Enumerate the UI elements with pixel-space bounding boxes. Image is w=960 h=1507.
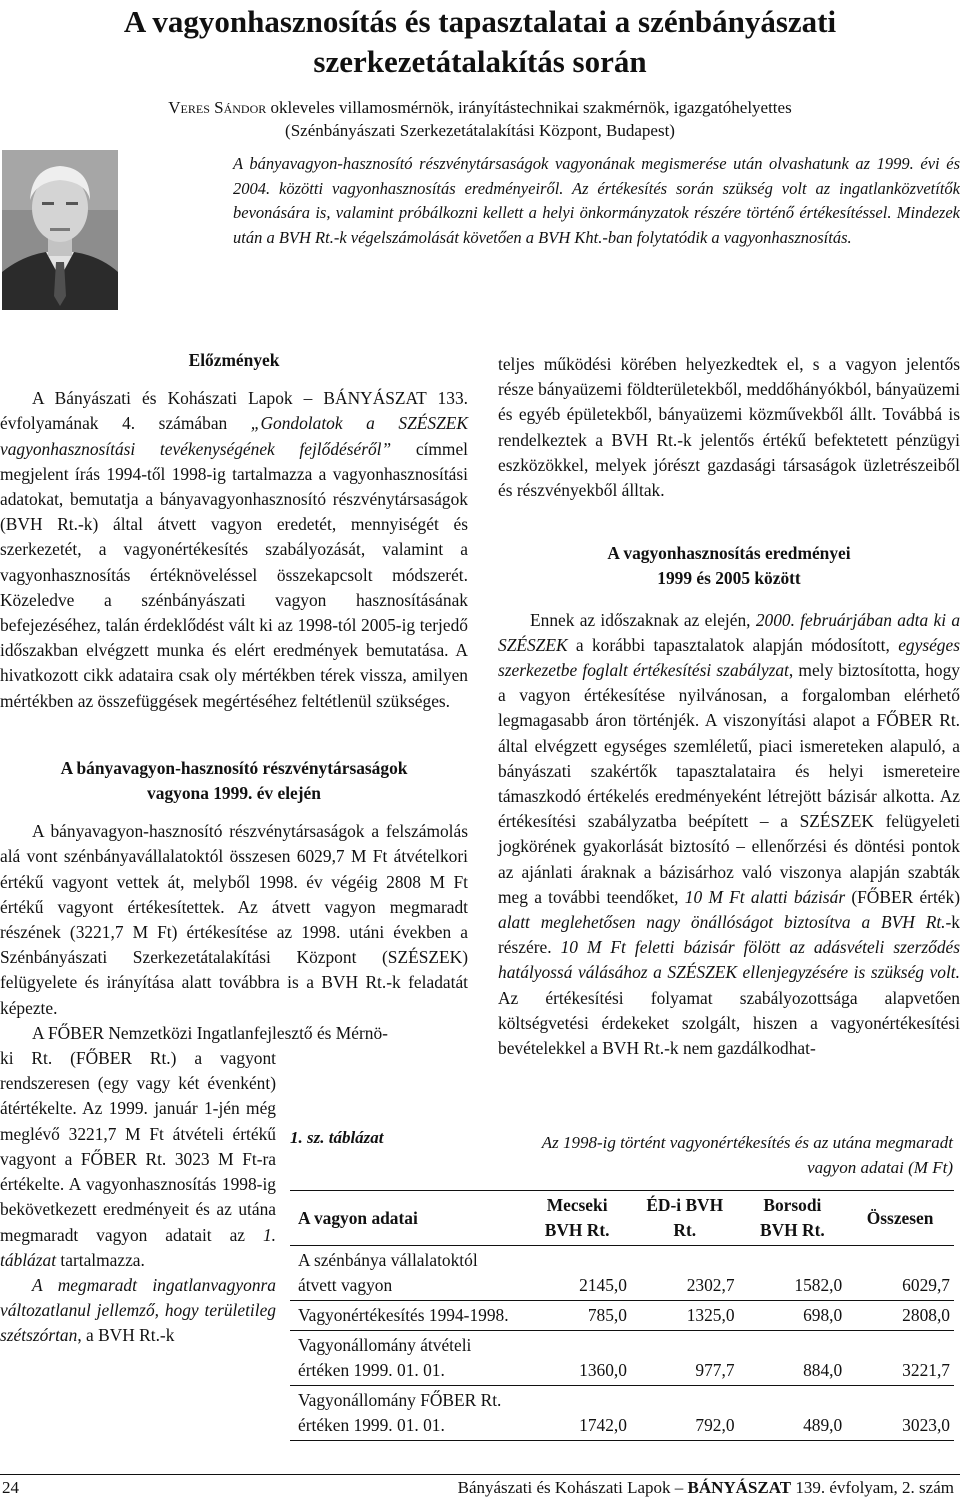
table-header: A vagyon adatai (298, 1207, 418, 1228)
text-c: , mely biztosította, hogy a vagyon értékesítése nyilvánosan, a forgalomban elérhető legmagasabb áron történjék. A viszonyítási alapot a FŐBER Rt. által elvégzett egységes szemléletű, piaci ismereteken alapuló, a bányászati szakértők tapasztalataira és helyi ismereteire támaszkodó értékelés eredményeként létrejött bázisár alkotta. Az értékesítési szabályzatba beépített – a SZÉSZEK felügyeleti jogkörének gyakorlását biztosító – ellenőrzési és döntési pontok az ajánlati áraknak a bázisárhoz való viszonya alapján szabták meg a további teendőket, (498, 660, 960, 907)
text-f: Az értékesítési folyamat szabályozottsága alapvetően költségvetési érdekeket szolgált, hiszen a vagyonértékesítési bevételekkel a BVH Rt.-k nem gazdálkodhat- (498, 987, 960, 1059)
paragraph-fober-end: tartalmazza. (56, 1249, 145, 1270)
text-e: -k részére. (498, 912, 960, 958)
em-3: 10 M Ft alatti bázisár (684, 886, 846, 907)
paragraph-intro-cont: címmel megjelent írás 1994-től 1998-ig tartalmazza a vagyonhasznosítási adatokat, bemutatja a bányavagyonhasznosító részvénytársaságok (BVH Rt.-k) által átvett vagyon eredetét, mennyiségét és szerkezetét, a vagyonértékesítés szabályozását, valamint a vagyonhasznosítás értéknöveléssel összekapcsolt módszerét. Közeledve a szénbányászati vagyon hasznosításának befejezéséhez, talán érdeklődést vált ki az 1998-tól 2005-ig terjedő időszakban elvégzett munka és elért eredmények bemutatása. A hivatkozott cikk adataira csak oly mértékben térek vissza, amilyen mértékben az összefüggések megértéséhez feltétlenül szükséges. (0, 438, 468, 711)
abstract: A bányavagyon-hasznosító részvénytársaságok vagyonának megismerése után olvashatunk az 1999. évi és 2004. közötti vagyonhasznosítás eredményeiről. Az értékesítés során szükség volt az ingatlanközvetítők bevonására is, valamint próbálkozni kellett a helyi önkormányzatok részére történő értékesítéssel. Mindezek után a BVH Rt.-k végelszámolását követően a BVH Kht.-ban folytatódik a vagyonhasznosítás. (233, 154, 960, 247)
em-5: 10 M Ft feletti bázisár fölött az adásvételi szerződés hatályossá válásához a SZÉSZEK ellenjegyzésére is szükség volt. (498, 937, 960, 983)
em-1: 2000. februárjában adta ki a SZÉSZEK (498, 609, 960, 655)
table-row (290, 1301, 954, 1331)
section-heading-eredmenyei (498, 541, 960, 591)
paragraph-ingatlan (0, 1273, 276, 1349)
table-cell: 6029,7 (902, 1275, 950, 1295)
author-portrait (2, 150, 118, 310)
paragraph-fober-text: ki Rt. (FŐBER Rt.) a vagyont rendszeresen (egy vagy két évenként) átértékelte. Az 1999. január 1-jén még meglévő 3221,7 M Ft átvételi értékű vagyont a FŐBER Rt. 3023 M Ft-ra értékelte. A vagyonhasznosítás 1998-ig bekövetkezett eredményeit és az utána megmaradt vagyon adatait az (0, 1048, 276, 1245)
table-reference: 1. táblázat (0, 1224, 276, 1270)
table-label: 1. sz. táblázat (290, 1128, 384, 1147)
row-label: Vagyonértékesítés 1994-1998. (298, 1305, 509, 1325)
journal-footer (458, 1478, 954, 1498)
table-cell: 1360,0 (579, 1360, 627, 1380)
em-4: alatt meglehetősen nagy önállóságot biztosítva a BVH Rt. (498, 912, 946, 933)
table-row (290, 1386, 954, 1441)
journal-issue: 139. évfolyam, 2. szám (791, 1478, 954, 1497)
title-line-1: A vagyonhasznosítás és tapasztalatai a szénbányászati (123, 4, 837, 39)
table-cell: 2302,7 (686, 1275, 735, 1295)
table-cell: 2145,0 (579, 1275, 627, 1295)
author-name: Veres Sándor (168, 98, 267, 117)
paragraph-fober-start: A FŐBER Nemzetközi Ingatlanfejlesztő és Mérnö- (32, 1022, 388, 1043)
author-affiliation: (Szénbányászati Szerkezetátalakítási Központ, Budapest) (285, 121, 675, 140)
author-block (60, 96, 900, 142)
table-header-row (290, 1191, 954, 1246)
table-cell: 3221,7 (902, 1360, 950, 1380)
em-2: egységes szerkezetbe foglalt értékesítési szabályzat (498, 634, 960, 681)
journal-name: Bányászati és Kohászati Lapok – (457, 1478, 688, 1497)
paragraph-ingatlan-end: , a BVH Rt.-k (77, 1325, 175, 1346)
paragraph-ingatlan-em: A megmaradt ingatlanvagyonra változatlanul jellemző, hogy területileg szétszórtan (0, 1274, 276, 1346)
table-cell: 1325,0 (686, 1305, 735, 1325)
row-label: Vagyonállomány átvételi értéken 1999. 01. 01. (298, 1335, 472, 1380)
journal-title-sc: BÁNYÁSZAT (687, 1478, 792, 1497)
data-table (290, 1190, 954, 1441)
paragraph-szabalyzat (498, 608, 960, 1062)
paragraph-intro-text: A Bányászati és Kohászati Lapok – BÁNYÁSZAT 133. évfolyamának 4. számában (0, 388, 468, 434)
table-cell: 792,0 (695, 1415, 735, 1435)
heading-line-1: A vagyonhasznosítás eredményei (607, 543, 851, 564)
table-cell: 1742,0 (579, 1415, 627, 1435)
article-title (60, 2, 900, 82)
paragraph-continued: teljes működési körében helyezkedtek el, s a vagyon jelentős része bányaüzemi földterületekből, meddőhányókból, bányaüzemi és egyéb épületekből, bányaüzemi közművekből állt. Továbbá is rendelkeztek a BVH Rt.-k jelentős értékű befektetett pénzügyi eszközökkel, melyek jórészt gazdasági társaságok üzletrészeiből és részvényekből álltak. (498, 354, 960, 501)
section-heading-vagyona (0, 756, 468, 806)
table-cell: 785,0 (587, 1305, 627, 1325)
table-header: Mecseki BVH Rt. (544, 1195, 610, 1240)
table-header: ÉD-i BVH Rt. (646, 1195, 724, 1240)
table-cell: 489,0 (803, 1415, 843, 1435)
table-cell: 977,7 (695, 1360, 735, 1380)
cited-article-title: „Gondolatok a SZÉSZEK vagyonhasznosítási tevékenységének fejlődéséről” (0, 413, 468, 459)
author-credentials: okleveles villamosmérnök, irányítástechnikai szakmérnök, igazgatóhelyettes (266, 98, 792, 117)
table-cell: 3023,0 (902, 1415, 950, 1435)
table-cell: 1582,0 (794, 1275, 843, 1295)
table-header: Összesen (866, 1207, 934, 1228)
table-cell: 2808,0 (902, 1305, 950, 1325)
paragraph-vagyon: A bányavagyon-hasznosító részvénytársaságok a felszámolás alá vont szénbányavállalatoktól összesen 6029,7 M Ft átvételkori értékű vagyont vettek át, melyből 1998. év végéig 2808 M Ft értékű vagyont értékesítettek. Az átvett vagyon megmaradt részének (3221,7 M Ft) értékesítése az 1998. utáni években a Szénbányászati Szerkezetátalakítási Központ (SZÉSZEK) felügyelete és irányítása alatt továbbra is a BVH Rt.-k feladatát képezte. (0, 821, 468, 1018)
footer-divider (0, 1474, 960, 1475)
text-d: (FŐBER érték) (845, 886, 960, 907)
page-number: 24 (2, 1478, 19, 1497)
right-column (498, 352, 960, 1061)
row-label: Vagyonállomány FŐBER Rt. értéken 1999. 01. 01. (298, 1390, 502, 1435)
table-caption: Az 1998-ig történt vagyonértékesítés és az utána megmaradt vagyon adatai (M Ft) (541, 1133, 953, 1177)
heading-line-1: A bányavagyon-hasznosító részvénytársaságok (60, 757, 408, 778)
text-b: a korábbi tapasztalatok alapján módosított, (567, 634, 899, 655)
table-row (290, 1331, 954, 1386)
table-cell: 698,0 (803, 1305, 843, 1325)
table-header: Borsodi BVH Rt. (760, 1195, 825, 1240)
paragraph-intro (0, 386, 468, 714)
section-heading-elozmenyek: Előzmények (188, 350, 280, 370)
table-row (290, 1246, 954, 1301)
paragraph-fober (0, 1046, 276, 1273)
text-a: Ennek az időszaknak az elején, (530, 609, 756, 630)
table-cell: 884,0 (803, 1360, 843, 1380)
row-label: A szénbánya vállalatoktól átvett vagyon (298, 1250, 478, 1295)
heading-line-2: vagyona 1999. év elején (147, 783, 321, 804)
heading-line-2: 1999 és 2005 között (657, 568, 801, 589)
title-line-2: szerkezetátalakítás során (313, 44, 647, 79)
